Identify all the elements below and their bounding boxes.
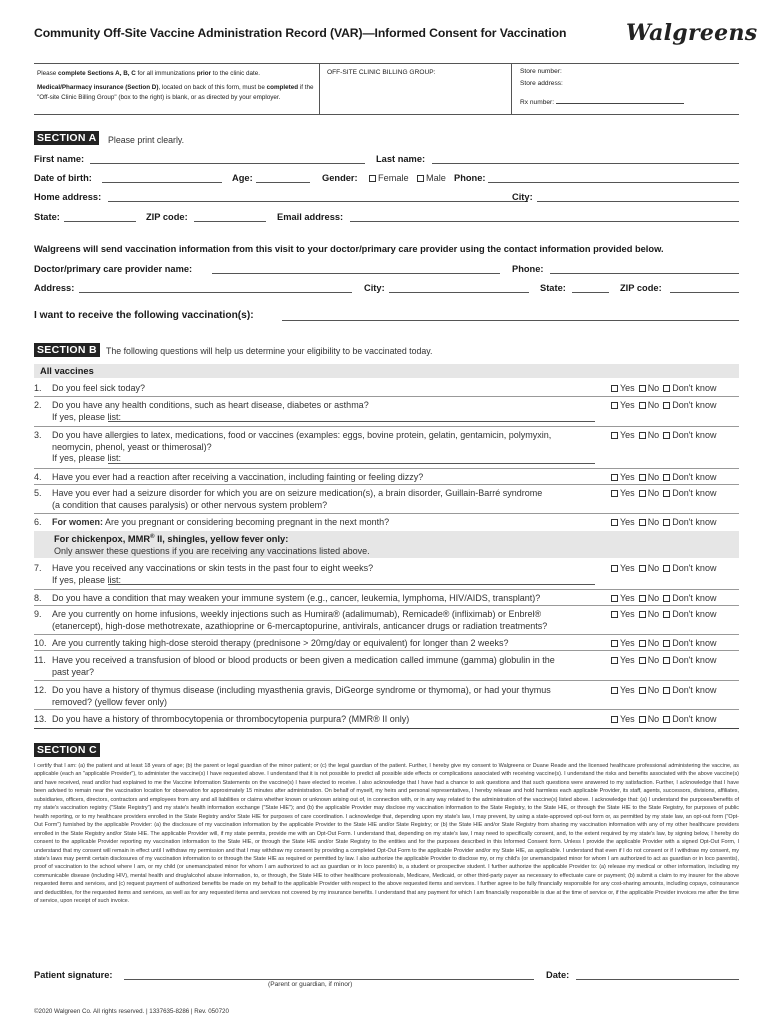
no-option[interactable] [639,609,660,619]
checkbox-icon[interactable] [639,657,646,664]
first-name-label: First name: [34,154,85,164]
checkbox-icon[interactable] [639,432,646,439]
patient-signature-label: Patient signature: [34,970,113,980]
no-option[interactable] [639,714,660,724]
no-label: No [647,714,660,724]
last-name-label: Last name: [376,154,426,164]
checkbox-icon[interactable] [611,595,618,602]
dont-know-label: Don't know [672,593,717,603]
question-line: Do you have any health conditions, such as heart disease, diabetes or asthma? [52,400,369,410]
first-name-field[interactable] [90,163,365,164]
billing-group-label: OFF-SITE CLINIC BILLING GROUP: [327,69,436,76]
checkbox-icon[interactable] [611,474,618,481]
store-address-field[interactable]: Store address: [520,80,563,87]
no-option[interactable] [639,400,660,410]
checkbox-icon[interactable] [639,595,646,602]
yes-label: Yes [620,488,635,498]
parent-guardian-note: (Parent or guardian, if minor) [268,981,353,988]
checkbox-icon[interactable] [663,657,670,664]
group2-title-text: For chickenpox, MMR [54,534,151,545]
yes-option[interactable] [611,714,635,724]
answer-options [611,593,720,603]
email-label: Email address: [277,212,344,222]
no-label: No [647,430,660,440]
question-line: neomycin, phenol, yeast or thimerosal)? [52,441,212,452]
provider-phone-field[interactable] [550,273,739,274]
patient-signature-field[interactable] [124,979,534,980]
question-number: 10. [34,638,47,648]
question-text [52,685,551,708]
yes-label: Yes [620,638,635,648]
question-text: Do you feel sick today? [52,383,146,393]
gender-male-option[interactable] [417,173,446,183]
yes-option[interactable] [611,400,635,410]
divider [34,396,739,397]
no-option[interactable] [639,563,660,573]
yes-option[interactable] [611,638,635,648]
date-field[interactable] [576,979,739,980]
dont-know-option[interactable] [663,400,716,410]
checkbox-icon[interactable] [639,474,646,481]
billing-group-field[interactable] [319,64,512,114]
checkbox-icon[interactable] [639,490,646,497]
question-number: 6. [34,517,42,527]
want-vaccinations-label: I want to receive the following vaccination(s): [34,310,254,321]
section-b-header: SECTION B [34,343,100,357]
age-field[interactable] [256,182,310,183]
no-option[interactable] [639,593,660,603]
section-c-header: SECTION C [34,743,100,757]
question-text: Do you have a condition that may weaken your immune system (e.g., cancer, leukemia, lymphoma, HIV/AIDS, transplant)? [52,593,541,603]
question-text [52,400,369,423]
all-vaccines-title: All vaccines [40,366,94,376]
question-number: 7. [34,563,42,573]
dont-know-option[interactable] [663,563,716,573]
instr-bold: complete Sections A, B, C [58,70,136,77]
yes-label: Yes [620,685,635,695]
question-number: 4. [34,472,42,482]
no-label: No [647,638,660,648]
provider-phone-label: Phone: [512,264,544,274]
dont-know-label: Don't know [672,400,717,410]
answer-options [611,430,720,440]
age-label: Age: [232,173,253,183]
question-number: 1. [34,383,42,393]
no-label: No [647,472,660,482]
question-line: Have you ever had a seizure disorder for which you are on seizure medication(s), a brain disorder, Guillain-Barré syndrome [52,488,543,498]
yes-label: Yes [620,655,635,665]
dont-know-option[interactable] [663,488,716,498]
instr-text: , located on back of this form, must be [158,84,267,92]
divider [34,426,739,427]
checkbox-icon[interactable] [663,716,670,723]
provider-zip-field[interactable] [670,292,739,293]
checkbox-icon[interactable] [639,687,646,694]
dont-know-option[interactable] [663,714,716,724]
checkbox-icon[interactable] [417,175,424,182]
provider-notice: Walgreens will send vaccination information from this visit to your doctor/primary care provider using the contact information provided below. [34,244,664,254]
question-11 [34,655,739,679]
no-label: No [647,593,660,603]
question-text [52,609,547,632]
rx-number-field[interactable] [556,96,684,104]
checkbox-icon[interactable] [663,474,670,481]
checkbox-icon[interactable] [611,565,618,572]
checkbox-icon[interactable] [611,432,618,439]
state-label: State: [34,212,60,222]
zip-field[interactable] [194,221,266,222]
dont-know-label: Don't know [672,383,717,393]
dont-know-label: Don't know [672,714,717,724]
question-text [52,430,551,465]
dont-know-label: Don't know [672,609,717,619]
yes-label: Yes [620,472,635,482]
if-yes-label: If yes, please list: [52,574,122,585]
checkbox-icon[interactable] [663,687,670,694]
question-text [52,563,373,586]
question-number: 12. [34,685,47,695]
instructions-line-2 [37,83,319,102]
answer-options [611,563,720,573]
question-line: Are you currently on home infusions, weekly injections such as Humira® (adalimumab), Remicade® (infliximab) or Enbrel® [52,609,542,619]
instr-text: to the clinic date. [211,70,261,77]
no-label: No [647,609,660,619]
divider [34,709,739,710]
home-address-field[interactable] [108,201,528,202]
date-label: Date: [546,970,570,980]
walgreens-logo: Walgreens [626,20,758,46]
answer-options [611,472,720,482]
checkbox-icon[interactable] [611,385,618,392]
divider [34,589,739,590]
question-12 [34,685,739,709]
dont-know-option[interactable] [663,383,716,393]
instructions-line-1 [37,69,319,78]
question-3 [34,430,739,466]
question-text: Are you currently taking high-dose steroid therapy (prednisone > 20mg/day or equivalent) for longer than 2 weeks? [52,638,509,648]
q2-list-field[interactable] [108,421,595,422]
no-label: No [647,400,660,410]
yes-label: Yes [620,593,635,603]
rx-number-label: Rx number: [520,99,555,106]
instr-bold: prior [196,70,212,77]
checkbox-icon[interactable] [639,716,646,723]
checkbox-icon[interactable] [639,402,646,409]
no-option[interactable] [639,685,660,695]
state-field[interactable] [64,221,136,222]
divider [34,484,739,485]
checkbox-icon[interactable] [663,640,670,647]
yes-option[interactable] [611,609,635,619]
question-line: Have you received a transfusion of blood or blood products or been given a medication called immune (gamma) globulin in the [52,655,555,665]
checkbox-icon[interactable] [639,519,646,526]
checkbox-icon[interactable] [663,611,670,618]
no-option[interactable] [639,383,660,393]
question-text [52,517,389,529]
consent-text: I certify that I am: (a) the patient and at least 18 years of age; (b) the parent or legal guardian of the minor patient; or (c) the legal guardian of the patient. Further, I hereby give my consent to Walgreens or Duane Reade and the licensed healthcare professional administering the vaccine, as applicable (each an "applicable Provider"), to administer the vaccine(s) I have requested above. I understand that it is not possible to predict all possible side effects or complications associated with receiving vaccine(s). I understand the risks and benefits associated with the above vaccine(s) and have received, read and/or had explained to me the Vaccine Information Statements on the vaccine(s) I have elected to receive. I also acknowledge that I have had a chance to ask questions and that such questions were answered to my satisfaction. Further, I acknowledge that I have been advised to remain near the vaccination location for observation for approximately 15 minutes after administration. On behalf of myself, my heirs and personal representatives, I hereby release and hold harmless each applicable Provider, its staff, agents, successors, divisions, affiliates, subsidiaries, officers, directors, contractors and employees from any and all liabilities or claims whether known or unknown arising out of, in connection with, or in any way related to the administration of the vaccine(s) listed above. I acknowledge that: (a) I understand the purposes/benefits of my state's vaccination registry ("State Registry") and my state's health information exchange ("State HIE"); and (b) the applicable Provider may disclose my vaccination information to the State Registry, to the State HIE, or through the State HIE to the State Registry, for purposes of public health reporting, or to my healthcare providers enrolled in the State Registry and/or State HIE for purposes of care coordination. I acknowledge that, depending upon my state's law, I may prevent, by using a state-approved opt-out form or, as permitted by my state law, an opt-out form ("Opt-Out Form") furnished by the applicable Provider: (a) the disclosure of my vaccination information by the applicable Provider to the State HIE and/or State Registry; or (b) the State HIE and/or State Registry from sharing my vaccination information with any of my other healthcare providers enrolled in the State Registry and/or State HIE. The applicable Provider will, if my state permits, provide me with an Opt-Out Form. I understand that, depending on my state's law, I may need to specifically consent, and, to the extent required by my state's law, by signing below, I hereby do consent to the applicable Provider reporting my vaccination information to the State HIE, or through the State HIE and/or State Registry to the entities and for the purposes described in this Informed Consent form. Unless I provide the applicable Provider with a signed Opt-Out Form, I understand that my consent will remain in effect until I withdraw my permission and that I may withdraw my consent by providing a completed Opt-Out Form to the applicable Provider and/or my State HIE, as applicable. I understand that even if I do not consent or if I withdraw my consent, my state's laws may permit certain disclosures of my vaccination information to or through the State HIE as required or permitted by law. I also authorize the applicable Provider to disclose my, or my child's (or unemancipated minor for whom I am authorized to act as guardian or in loco parentis), proof of vaccination to the school where I am, or my child (or unemancipated minor for whom I am authorized to act as guardian or in loco parentis) is, a student or prospective student. I further authorize the applicable Provider to: (a) release my medical or other information, including my communicable disease (including HIV), mental health and drug/alcohol abuse information, to, or through, the State HIE to other healthcare professionals, Medicare, Medicaid, or other third-party payer as necessary to effectuate care or payment; (b) submit a claim to my insurer for the above requested items and services, and (c) request payment of authorized benefits be made on my behalf to the applicable Provider with respect to the above requested items and services. I further agree to be fully financially responsible for any cost-sharing amounts, including copays, coinsurance and deductibles, for the requested items and services, as well as for any requested items and services not covered by my insurance benefits. I understand that any payment for which I am financially responsible is due at the time of service or, if the applicable Provider invoices me after the time of service, upon receipt of such invoice. [34,763,739,905]
instr-text: Please [37,70,59,77]
dob-label: Date of birth: [34,173,92,183]
yes-option[interactable] [611,383,635,393]
q7-list-field[interactable] [108,584,595,585]
checkbox-icon[interactable] [639,611,646,618]
store-info [512,64,739,114]
divider [34,650,739,651]
checkbox-icon[interactable] [611,611,618,618]
city-label: City: [512,192,533,202]
group2-band [34,531,739,558]
yes-label: Yes [620,563,635,573]
divider [34,468,739,469]
question-number: 9. [34,609,42,619]
yes-label: Yes [620,609,635,619]
dont-know-label: Don't know [672,563,717,573]
answer-options [611,638,720,648]
divider [34,728,739,729]
group2-title [54,534,288,544]
if-yes-label: If yes, please list: [52,411,122,422]
instr-text: if the "Off-site Clinic Billing Group" (box to the right) is blank, or as directed by your employer. [37,84,314,101]
answer-options [611,517,720,527]
question-5 [34,488,739,512]
answer-options [611,400,720,410]
checkbox-icon[interactable] [611,402,618,409]
dont-know-option[interactable] [663,472,716,482]
dob-field[interactable] [102,182,222,183]
group2-title-text: II, shingles, yellow fever only: [154,534,289,545]
question-9 [34,609,739,633]
yes-label: Yes [620,430,635,440]
yes-option[interactable] [611,655,635,665]
divider [34,634,739,635]
question-number: 8. [34,593,42,603]
checkbox-icon[interactable] [611,657,618,664]
provider-address-field[interactable] [79,292,352,293]
section-b-subtitle: The following questions will help us determine your eligibility to be vaccinated today. [106,346,433,356]
no-option[interactable] [639,430,660,440]
question-line: removed? (yellow fever only) [52,696,168,707]
checkbox-icon[interactable] [611,519,618,526]
provider-city-label: City: [364,283,385,293]
question-line: Have you received any vaccinations or skin tests in the past four to eight weeks? [52,563,374,573]
checkbox-icon[interactable] [663,595,670,602]
checkbox-icon[interactable] [663,565,670,572]
registered-mark: ® [150,534,155,540]
checkbox-icon[interactable] [663,385,670,392]
checkbox-icon[interactable] [611,640,618,647]
question-number: 5. [34,488,42,498]
top-info-box [34,63,739,115]
dont-know-option[interactable] [663,609,716,619]
no-label: No [647,383,660,393]
instr-bold: Medical/Pharmacy insurance (Section D) [37,84,159,92]
dont-know-label: Don't know [672,655,717,665]
provider-zip-label: ZIP code: [620,283,662,293]
yes-option[interactable] [611,488,635,498]
dont-know-label: Don't know [672,488,717,498]
checkbox-icon[interactable] [663,432,670,439]
answer-options [611,714,720,724]
city-field[interactable] [537,201,739,202]
no-option[interactable] [639,517,660,527]
male-label: Male [426,173,446,183]
dont-know-label: Don't know [672,472,717,482]
question-bold: For women: [52,517,103,527]
email-field[interactable] [350,221,739,222]
divider [34,605,739,606]
checkbox-icon[interactable] [639,565,646,572]
divider [34,513,739,514]
dont-know-option[interactable] [663,517,716,527]
provider-address-label: Address: [34,283,75,293]
dont-know-option[interactable] [663,638,716,648]
question-text: Have you ever had a reaction after receiving a vaccination, including fainting or feeling dizzy? [52,472,424,482]
question-number: 3. [34,430,42,440]
answer-options [611,488,720,498]
instructions [34,64,319,114]
group2-subtitle: Only answer these questions if you are receiving any vaccinations listed above. [54,546,370,556]
question-number: 11. [34,655,46,665]
answer-options [611,685,720,695]
provider-name-label: Doctor/primary care provider name: [34,264,193,274]
checkbox-icon[interactable] [639,640,646,647]
section-a-subtitle: Please print clearly. [108,135,185,145]
yes-option[interactable] [611,430,635,440]
provider-city-field[interactable] [389,292,529,293]
yes-option[interactable] [611,593,635,603]
no-option[interactable] [639,488,660,498]
no-label: No [647,517,660,527]
home-address-label: Home address: [34,192,102,202]
no-label: No [647,488,660,498]
question-line: (a condition that causes paralysis) or other nervous system problem? [52,499,328,510]
yes-label: Yes [620,383,635,393]
question-text [52,488,542,511]
yes-label: Yes [620,517,635,527]
want-vaccinations-field[interactable] [282,320,739,321]
zip-label: ZIP code: [146,212,188,222]
form-title: Community Off-Site Vaccine Administration Record (VAR)—Informed Consent for Vaccination [34,26,567,40]
no-option[interactable] [639,655,660,665]
question-text [52,655,555,678]
provider-name-field[interactable] [212,273,500,274]
rx-number-row [520,96,739,109]
store-number-field[interactable]: Store number: [520,68,562,75]
checkbox-icon[interactable] [639,385,646,392]
no-option[interactable] [639,472,660,482]
yes-label: Yes [620,400,635,410]
question-line: Are you pregnant or considering becoming pregnant in the next month? [103,517,390,527]
no-label: No [647,685,660,695]
dont-know-option[interactable] [663,593,716,603]
checkbox-icon[interactable] [611,716,618,723]
checkbox-icon[interactable] [663,519,670,526]
yes-label: Yes [620,714,635,724]
gender-female-option[interactable] [369,173,409,183]
instr-bold: completed [266,84,299,92]
section-a-header: SECTION A [34,131,99,145]
yes-option[interactable] [611,685,635,695]
question-number: 2. [34,400,42,410]
provider-state-label: State: [540,283,566,293]
phone-label: Phone: [454,173,486,183]
no-label: No [647,563,660,573]
footer-copyright: ©2020 Walgreen Co. All rights reserved. | 1337635-8286 | Rev. 050720 [34,1008,229,1015]
answer-options [611,383,720,393]
gender-label: Gender: [322,173,358,183]
if-yes-label: If yes, please list: [52,453,122,463]
question-line: Do you have a history of thymus disease (including myasthenia gravis, DiGeorge syndrome or thymoma), or had your thymus [52,685,551,695]
answer-options [611,655,720,665]
no-label: No [647,655,660,665]
phone-field[interactable] [488,182,739,183]
checkbox-icon[interactable] [611,490,618,497]
dont-know-option[interactable] [663,685,716,695]
question-number: 13. [34,714,47,724]
dont-know-option[interactable] [663,655,716,665]
divider [34,680,739,681]
question-line: past year? [52,666,95,677]
dont-know-label: Don't know [672,430,717,440]
checkbox-icon[interactable] [369,175,376,182]
yes-option[interactable] [611,563,635,573]
question-line: Do you have allergies to latex, medications, food or vaccines (examples: eggs, bovine protein, gelatin, gentamicin, polymyxin, [52,430,552,440]
question-line: (etanercept), high-dose methotrexate, azathioprine or 6-mercaptopurine, antivirals, anticancer drugs or radiation treatments? [52,620,548,631]
checkbox-icon[interactable] [663,490,670,497]
last-name-field[interactable] [432,163,739,164]
answer-options [611,609,720,619]
all-vaccines-band [34,364,739,378]
yes-option[interactable] [611,472,635,482]
dont-know-option[interactable] [663,430,716,440]
female-label: Female [378,173,409,183]
dont-know-label: Don't know [672,517,717,527]
question-text: Do you have a history of thrombocytopenia or thrombocytopenia purpura? (MMR® II only) [52,714,410,724]
provider-state-field[interactable] [572,292,609,293]
yes-option[interactable] [611,517,635,527]
instr-text: for all immunizations [135,70,197,77]
dont-know-label: Don't know [672,638,717,648]
checkbox-icon[interactable] [611,687,618,694]
no-option[interactable] [639,638,660,648]
q3-list-field[interactable] [108,463,595,464]
dont-know-label: Don't know [672,685,717,695]
checkbox-icon[interactable] [663,402,670,409]
